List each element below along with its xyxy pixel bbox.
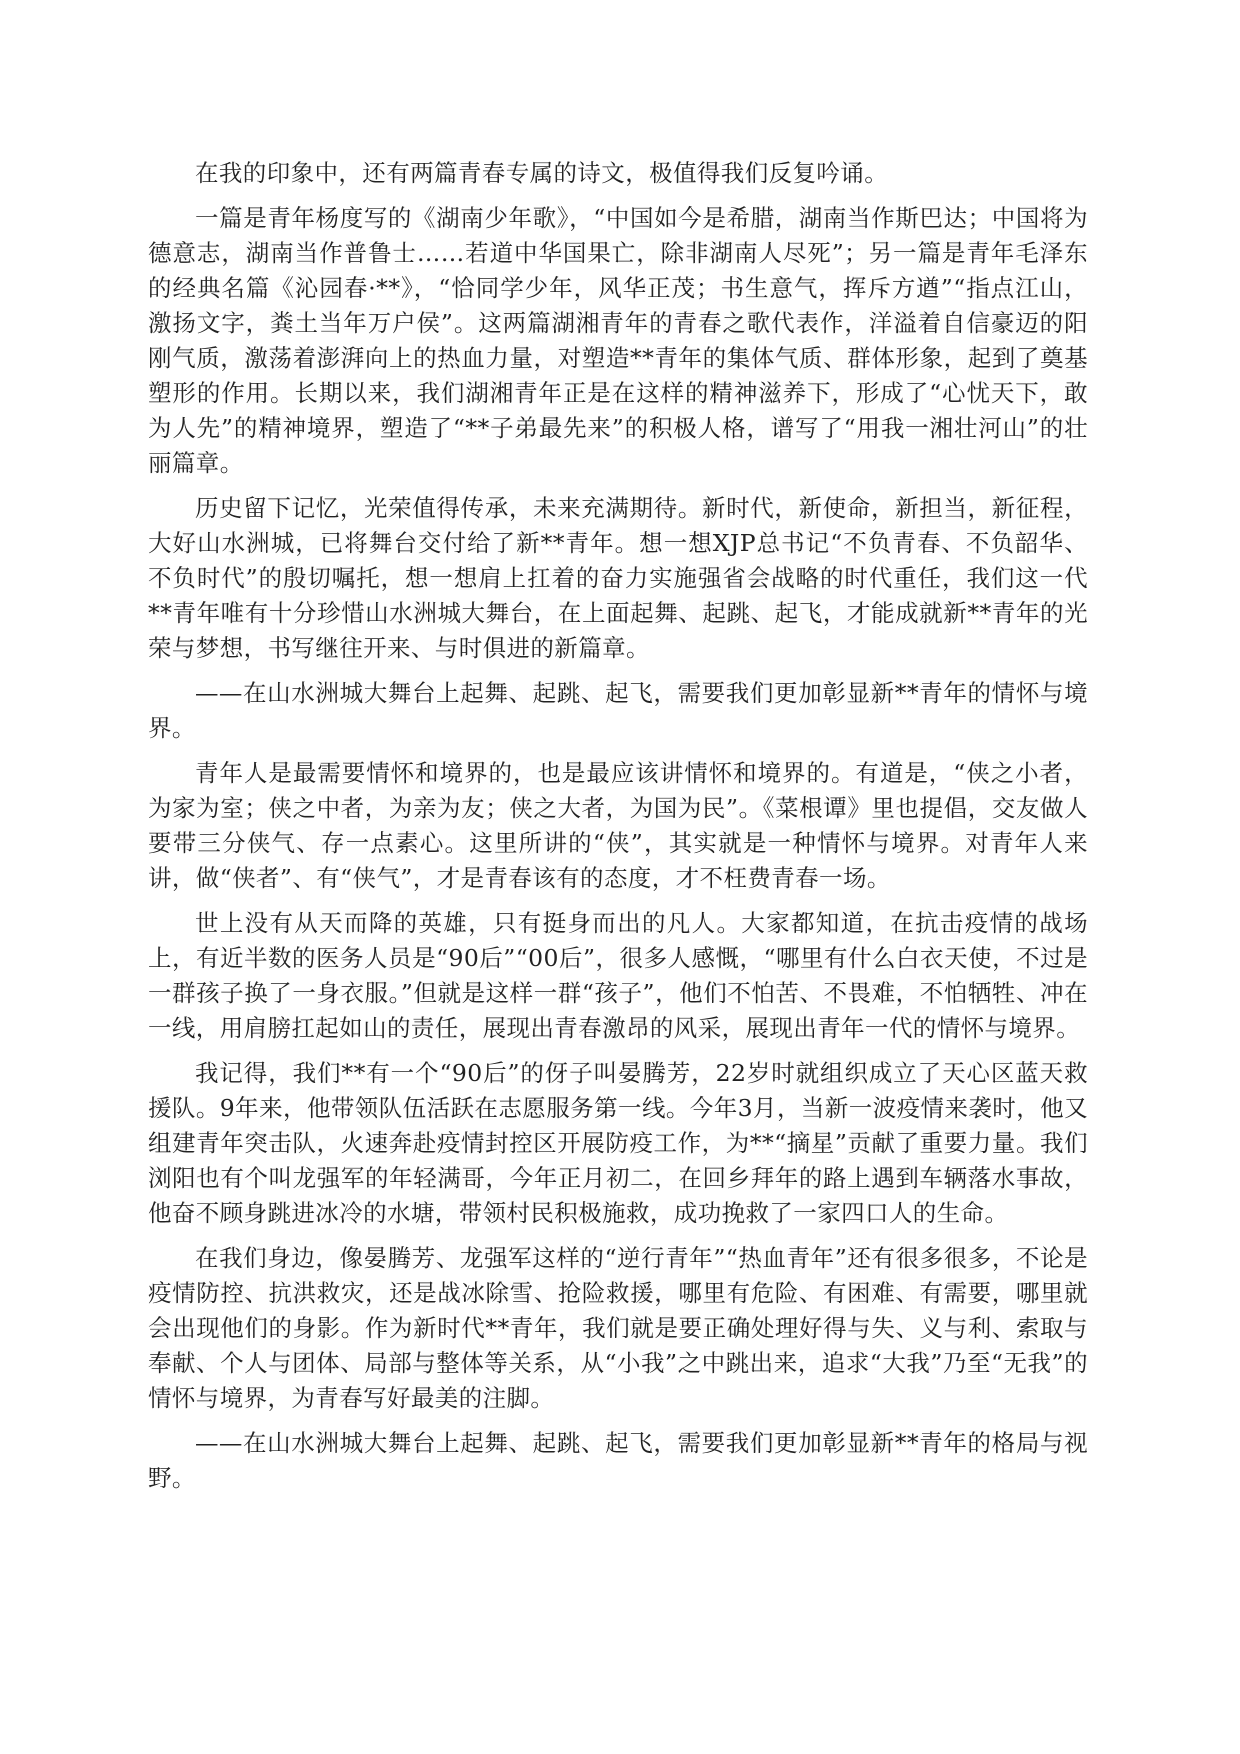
paragraph-2: 一篇是青年杨度写的《湖南少年歌》，“中国如今是希腊，湖南当作斯巴达；中国将为德意志，湖南当作普鲁士……若道中华国果亡，除非湖南人尽死”；另一篇是青年毛泽东的经典名篇《沁园春·**》，“恰同学少年，风华正茂；书生意气，挥斥方遒”“指点江山，激扬文字，粪土当年万户侯”。这两篇湖湘青年的青春之歌代表作，洋溢着自信豪迈的阳刚气质，激荡着澎湃向上的热血力量，对塑造**青年的集体气质、群体形象，起到了奠基塑形的作用。长期以来，我们湖湘青年正是在这样的精神滋养下，形成了“心忧天下，敢为人先”的精神境界，塑造了“**子弟最先来”的积极人格，谱写了“用我一湘壮河山”的壮丽篇章。 xyxy=(148,204,1088,477)
paragraph-9-section-heading: ——在山水洲城大舞台上起舞、起跳、起飞，需要我们更加彰显新**青年的格局与视野。 xyxy=(148,1429,1088,1492)
document-body xyxy=(148,156,1088,1506)
paragraph-8: 在我们身边，像晏腾芳、龙强军这样的“逆行青年”“热血青年”还有很多很多，不论是疫情防控、抗洪救灾，还是战冰除雪、抢险救援，哪里有危险、有困难、有需要，哪里就会出现他们的身影。作为新时代**青年，我们就是要正确处理好得与失、义与利、索取与奉献、个人与团体、局部与整体等关系，从“小我”之中跳出来，追求“大我”乃至“无我”的情怀与境界，为青春写好最美的注脚。 xyxy=(148,1244,1088,1412)
paragraph-5: 青年人是最需要情怀和境界的，也是最应该讲情怀和境界的。有道是，“侠之小者，为家为室；侠之中者，为亲为友；侠之大者，为国为民”。《菜根谭》里也提倡，交友做人要带三分侠气、存一点素心。这里所讲的“侠”，其实就是一种情怀与境界。对青年人来讲，做“侠者”、有“侠气”，才是青春该有的态度，才不枉费青春一场。 xyxy=(148,759,1088,892)
paragraph-1: 在我的印象中，还有两篇青春专属的诗文，极值得我们反复吟诵。 xyxy=(195,159,889,187)
paragraph-6: 世上没有从天而降的英雄，只有挺身而出的凡人。大家都知道，在抗击疫情的战场上，有近半数的医务人员是“90后”“00后”，很多人感慨，“哪里有什么白衣天使，不过是一群孩子换了一身衣服。”但就是这样一群“孩子”，他们不怕苦、不畏难，不怕牺牲、冲在一线，用肩膀扛起如山的责任，展现出青春激昂的风采，展现出青年一代的情怀与境界。 xyxy=(148,909,1088,1042)
paragraph-3: 历史留下记忆，光荣值得传承，未来充满期待。新时代，新使命，新担当，新征程，大好山水洲城，已将舞台交付给了新**青年。想一想XJP总书记“不负青春、不负韶华、不负时代”的殷切嘱托，想一想肩上扛着的奋力实施强省会战略的时代重任，我们这一代**青年唯有十分珍惜山水洲城大舞台，在上面起舞、起跳、起飞，才能成就新**青年的光荣与梦想，书写继往开来、与时俱进的新篇章。 xyxy=(148,494,1088,662)
paragraph-7: 我记得，我们**有一个“90后”的伢子叫晏腾芳，22岁时就组织成立了天心区蓝天救援队。9年来，他带领队伍活跃在志愿服务第一线。今年3月，当新一波疫情来袭时，他又组建青年突击队，火速奔赴疫情封控区开展防疫工作，为**“摘星”贡献了重要力量。我们浏阳也有个叫龙强军的年轻满哥，今年正月初二，在回乡拜年的路上遇到车辆落水事故，他奋不顾身跳进冰冷的水塘，带领村民积极施救，成功挽救了一家四口人的生命。 xyxy=(148,1059,1088,1227)
paragraph-4-section-heading: ——在山水洲城大舞台上起舞、起跳、起飞，需要我们更加彰显新**青年的情怀与境界。 xyxy=(148,679,1088,742)
